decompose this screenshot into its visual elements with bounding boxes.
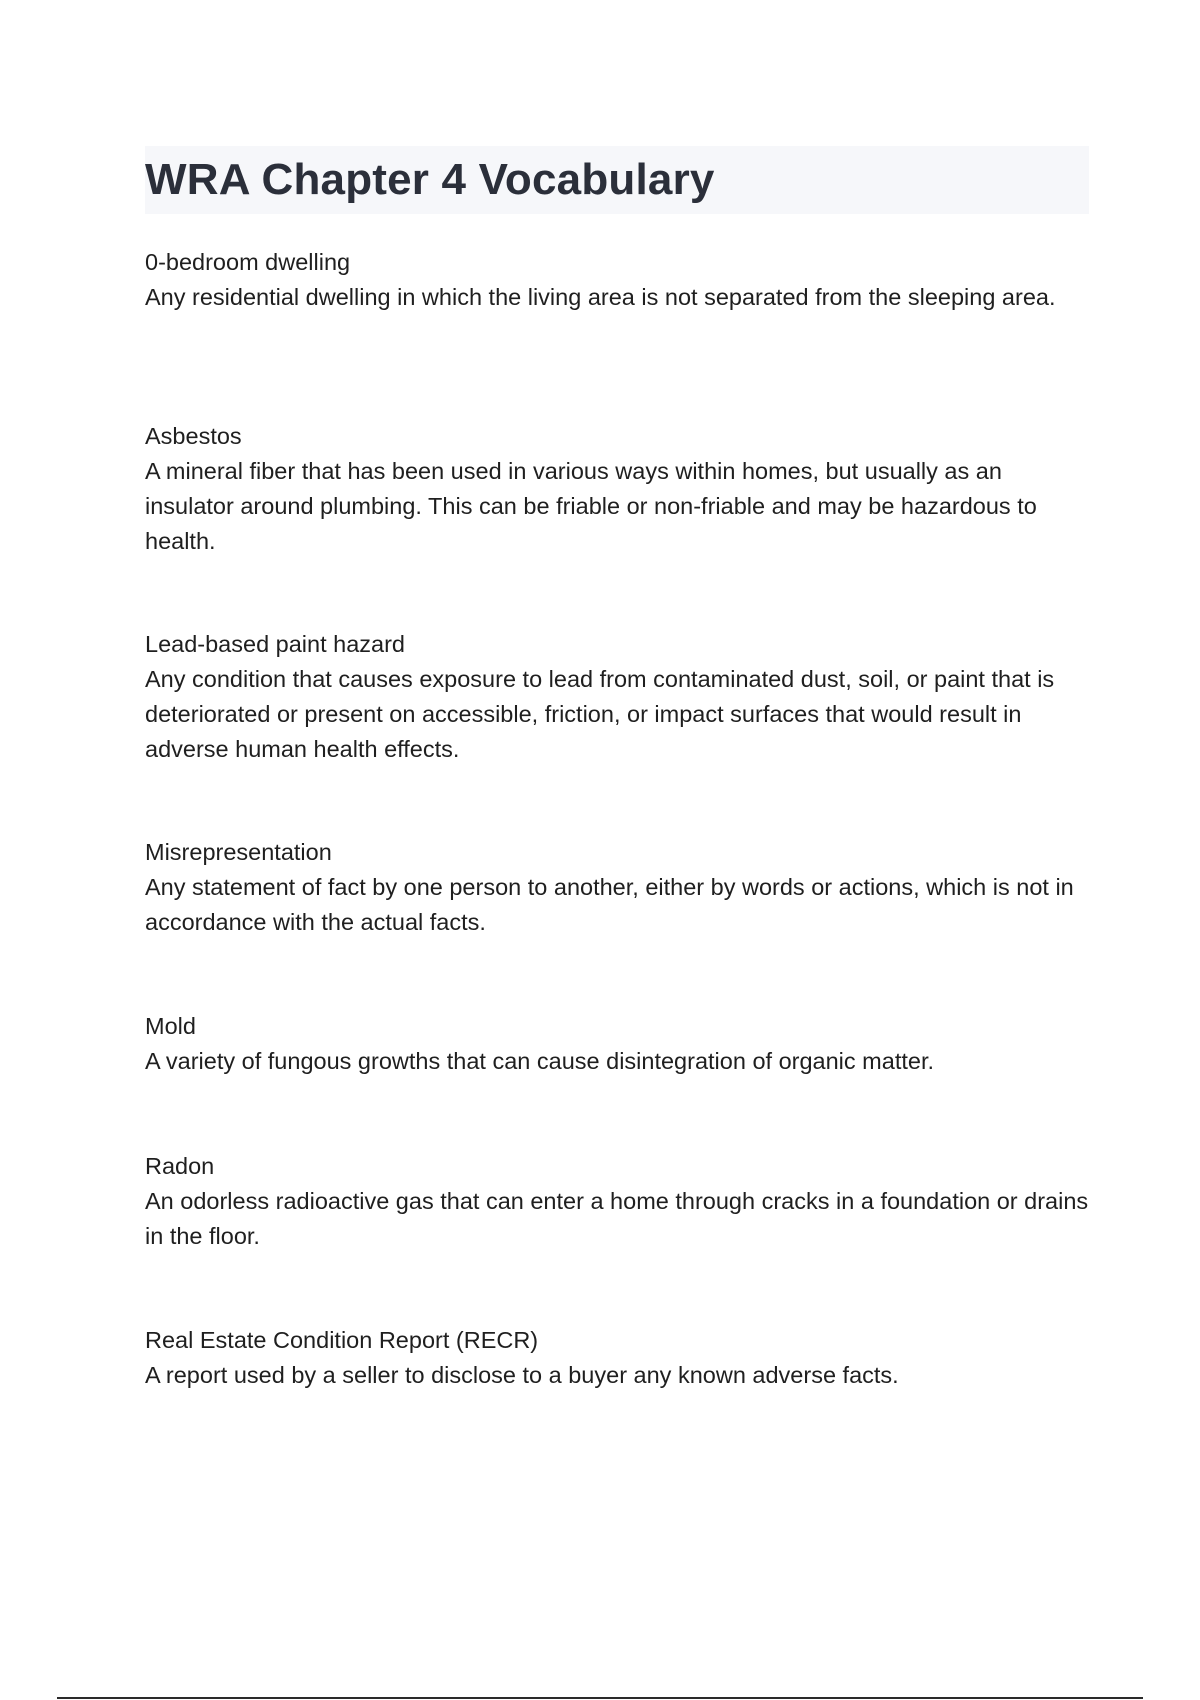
vocabulary-definition: A variety of fungous growths that can cause disintegration of organic matter. xyxy=(145,1048,935,1074)
vocabulary-entry-0-bedroom-dwelling xyxy=(145,245,1090,315)
page-bottom-divider xyxy=(57,1697,1143,1699)
vocabulary-definition: A mineral fiber that has been used in various ways within homes, but usually as an insulator around plumbing. This can be friable or non-friable and may be hazardous to health. xyxy=(145,458,1037,554)
vocabulary-definition: A report used by a seller to disclose to a buyer any known adverse facts. xyxy=(145,1362,899,1388)
vocabulary-definition: Any residential dwelling in which the living area is not separated from the sleeping area. xyxy=(145,284,1056,310)
vocabulary-entry-mold xyxy=(145,1009,1090,1079)
vocabulary-term: Lead-based paint hazard xyxy=(145,631,406,657)
vocabulary-term: Mold xyxy=(145,1013,196,1039)
vocabulary-entry-radon xyxy=(145,1149,1090,1254)
vocabulary-term: Asbestos xyxy=(145,423,242,449)
vocabulary-definition: Any condition that causes exposure to lead from contaminated dust, soil, or paint that is deteriorated or present on accessible, friction, or impact surfaces that would result in adverse human health effects. xyxy=(145,666,1055,762)
vocabulary-entry-recr xyxy=(145,1323,1090,1393)
vocabulary-term: Misrepresentation xyxy=(145,839,332,865)
page-title: WRA Chapter 4 Vocabulary xyxy=(145,155,715,204)
vocabulary-definition: Any statement of fact by one person to another, either by words or actions, which is not in accordance with the actual facts. xyxy=(145,874,1074,935)
title-banner xyxy=(145,146,1089,214)
vocabulary-entry-lead-based-paint-hazard xyxy=(145,627,1090,767)
vocabulary-term: Radon xyxy=(145,1153,215,1179)
vocabulary-entry-asbestos xyxy=(145,419,1090,559)
vocabulary-term: Real Estate Condition Report (RECR) xyxy=(145,1327,539,1353)
vocabulary-entry-misrepresentation xyxy=(145,835,1090,940)
vocabulary-definition: An odorless radioactive gas that can enter a home through cracks in a foundation or drains in the floor. xyxy=(145,1188,1089,1249)
vocabulary-term: 0-bedroom dwelling xyxy=(145,249,351,275)
